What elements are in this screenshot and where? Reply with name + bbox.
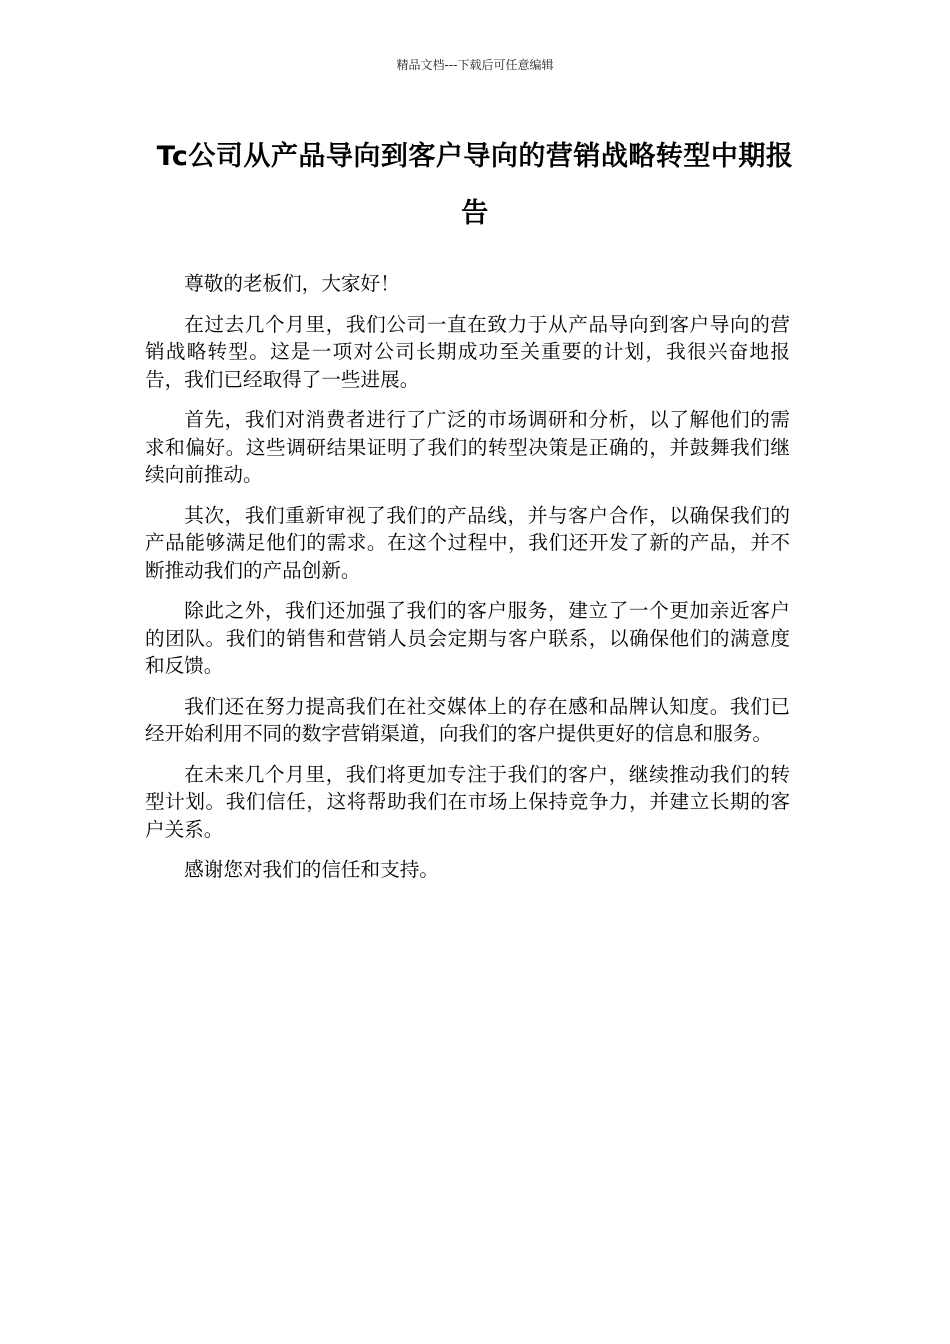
paragraph-future-plan: 在未来几个月里，我们将更加专注于我们的客户，继续推动我们的转型计划。我们信任，这将帮助我们在市场上保持竞争力，并建立长期的客户关系。	[145, 762, 790, 841]
paragraph-market-research: 首先，我们对消费者进行了广泛的市场调研和分析，以了解他们的需求和偏好。这些调研结果证明了我们的转型决策是正确的，并鼓舞我们继续向前推动。	[145, 408, 790, 486]
paragraph-customer-service: 除此之外，我们还加强了我们的客户服务，建立了一个更加亲近客户的团队。我们的销售和营销人员会定期与客户联系，以确保他们的满意度和反馈。	[145, 599, 790, 677]
paragraph-social-media: 我们还在努力提高我们在社交媒体上的存在感和品牌认知度。我们已经开始利用不同的数字营销渠道，向我们的客户提供更好的信息和服务。	[145, 694, 790, 745]
page-header-watermark: 精品文档---下载后可任意编辑	[396, 58, 554, 72]
document-body	[145, 270, 790, 897]
paragraph-closing: 感谢您对我们的信任和支持。	[184, 858, 439, 881]
paragraph-product-line: 其次，我们重新审视了我们的产品线，并与客户合作，以确保我们的产品能够满足他们的需求。在这个过程中，我们还开发了新的产品，并不断推动我们的产品创新。	[145, 503, 790, 582]
paragraph-greeting: 尊敬的老板们，大家好！	[184, 272, 400, 295]
document-title: Tc公司从产品导向到客户导向的营销战略转型中期报告	[156, 141, 794, 229]
paragraph-intro: 在过去几个月里，我们公司一直在致力于从产品导向到客户导向的营销战略转型。这是一项对公司长期成功至关重要的计划，我很兴奋地报告，我们已经取得了一些进展。	[145, 312, 790, 391]
